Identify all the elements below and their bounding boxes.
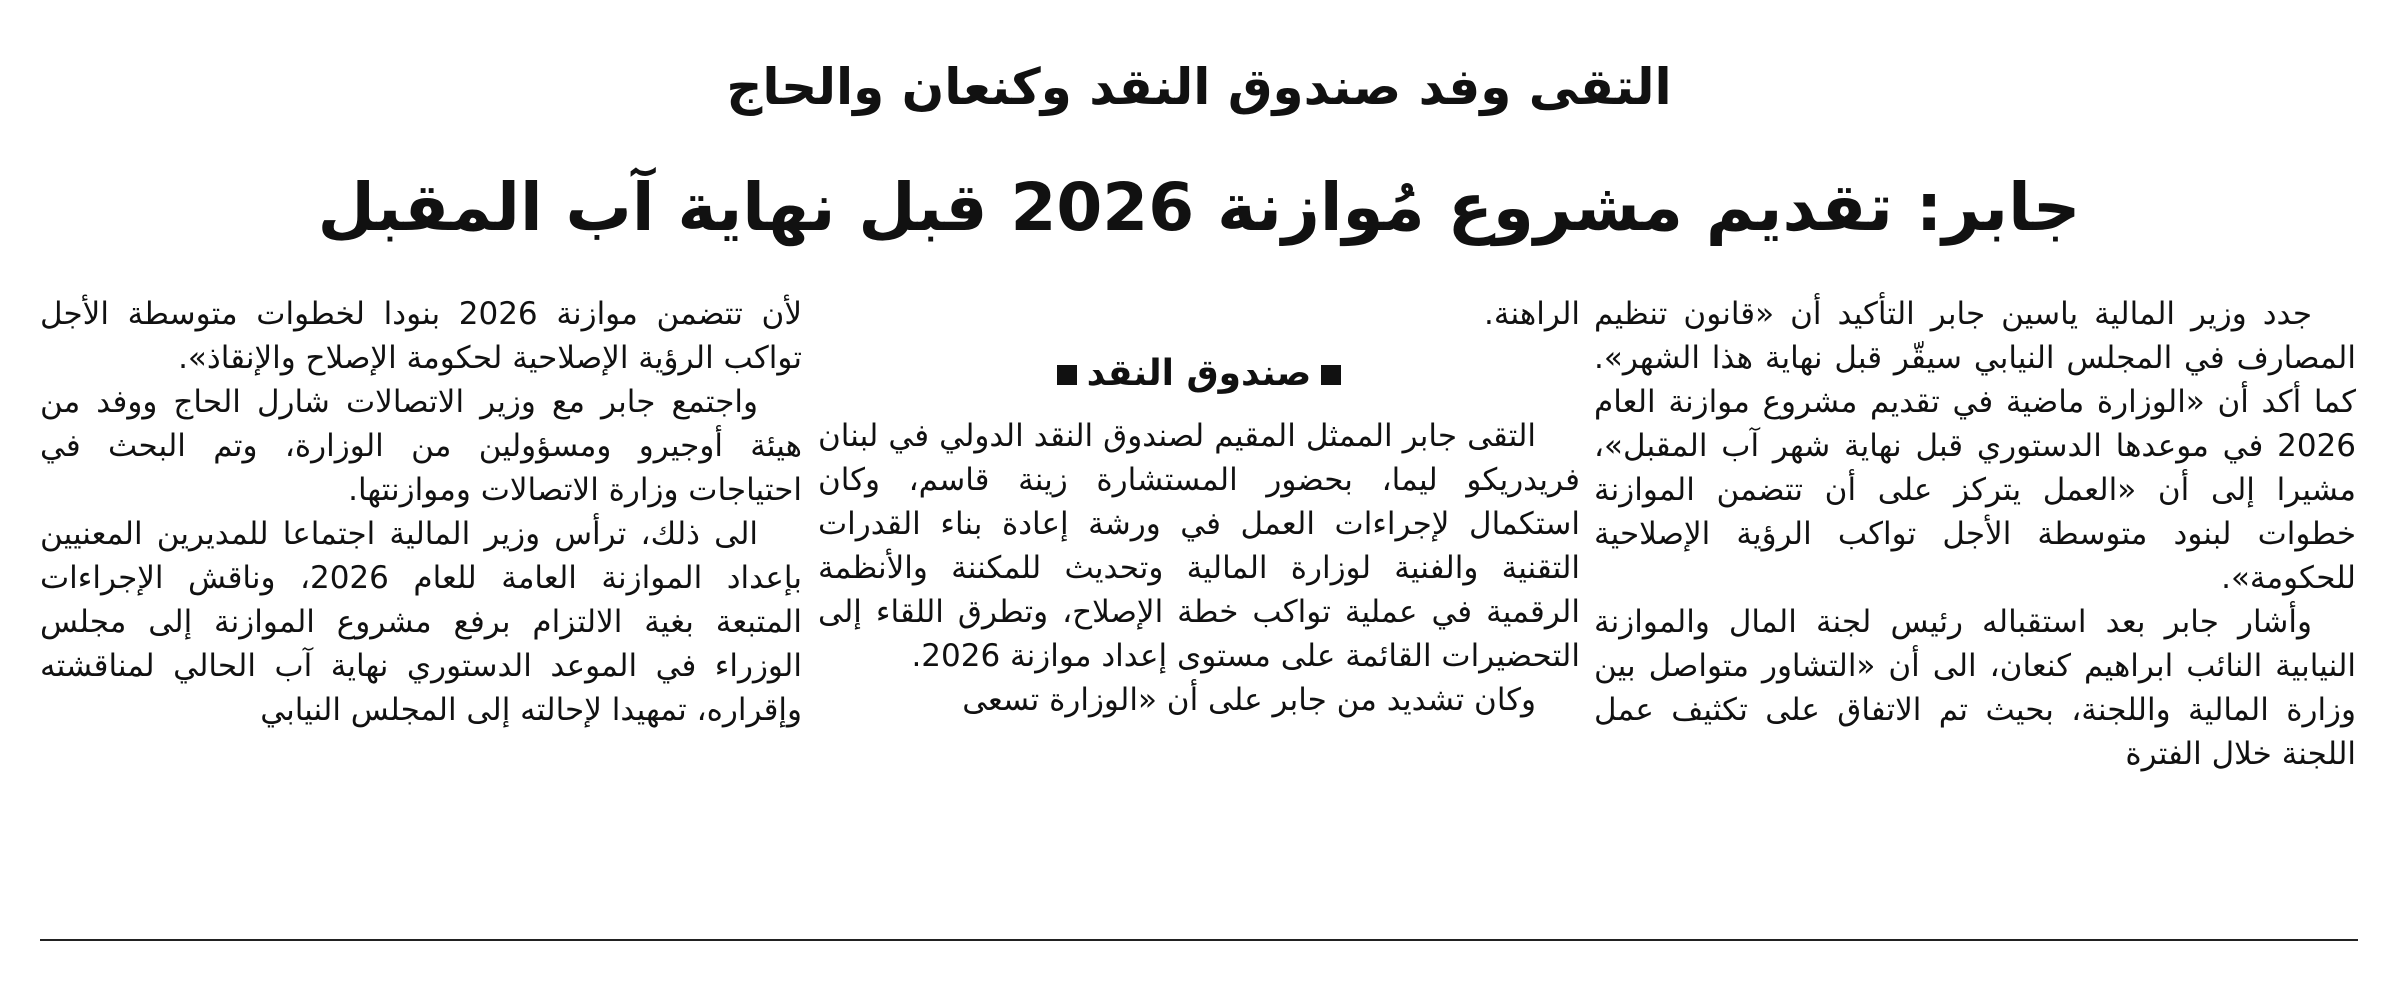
article-kicker: التقى وفد صندوق النقد وكنعان والحاج [726,58,1672,116]
column-3-paragraph-0: لأن تتضمن موازنة 2026 بنودا لخطوات متوسطة الأجل تواكب الرؤية الإصلاحية لحكومة الإصلاح والإنقاذ». [40,296,802,376]
square-bullet-icon [1057,365,1077,385]
column-2-paragraph-1: التقى جابر الممثل المقيم لصندوق النقد الدولي في لبنان فريدريكو ليما، بحضور المستشارة زينة قاسم، وكان استكمال لإجراءات العمل في ورشة إعادة بناء القدرات التقنية والفنية لوزارة المالية وتحديث للمكننة والأنظمة الرقمية في عملية تواكب خطة الإصلاح، وتطرق اللقاء إلى التحضيرات القائمة على مستوى إعداد موازنة 2026. [818,418,1580,674]
bottom-divider-line [40,939,2358,941]
article-column-3 [40,292,802,920]
article-headline: جابر: تقديم مشروع مُوازنة 2026 قبل نهاية آب المقبل [317,169,2081,246]
column-2-paragraph-2: وكان تشديد من جابر على أن «الوزارة تسعى [962,682,1536,718]
column-1-paragraph-1: جدد وزير المالية ياسين جابر التأكيد أن «قانون تنظيم المصارف في المجلس النيابي سيقّر قبل نهاية هذا الشهر». كما أكد أن «الوزارة ماضية في تقديم مشروع موازنة العام 2026 في موعدها الدستوري قبل نهاية شهر آب المقبل»، مشيرا إلى أن «العمل يتركز على أن تتضمن الموازنة خطوات لبنود متوسطة الأجل تواكب الرؤية الإصلاحية للحكومة». [1594,296,2356,596]
column-2-paragraph-0: الراهنة. [1484,296,1580,332]
column-1-paragraph-2: وأشار جابر بعد استقباله رئيس لجنة المال والموازنة النيابية النائب ابراهيم كنعان، الى أن «التشاور متواصل بين وزارة المالية واللجنة، بحيث تم الاتفاق على تكثيف عمل اللجنة خلال الفترة [1594,604,2356,772]
column-3-paragraph-1: واجتمع جابر مع وزير الاتصالات شارل الحاج ووفد من هيئة أوجيرو ومسؤولين من الوزارة، وتم البحث في احتياجات وزارة الاتصالات وموازنتها. [40,384,802,508]
article-column-2 [818,292,1580,920]
column-3-paragraph-2: الى ذلك، ترأس وزير المالية اجتماعا للمديرين المعنيين بإعداد الموازنة العامة للعام 2026، وناقش الإجراءات المتبعة بغية الالتزام برفع مشروع الموازنة إلى مجلس الوزراء في الموعد الدستوري نهاية آب الحالي لمناقشته وإقراره، تمهيدا لإحالته إلى المجلس النيابي [40,516,802,728]
section-subhead [818,350,1580,398]
article-column-1 [1594,292,2356,920]
square-bullet-icon [1321,365,1341,385]
section-subhead-text: صندوق النقد [1086,353,1312,394]
